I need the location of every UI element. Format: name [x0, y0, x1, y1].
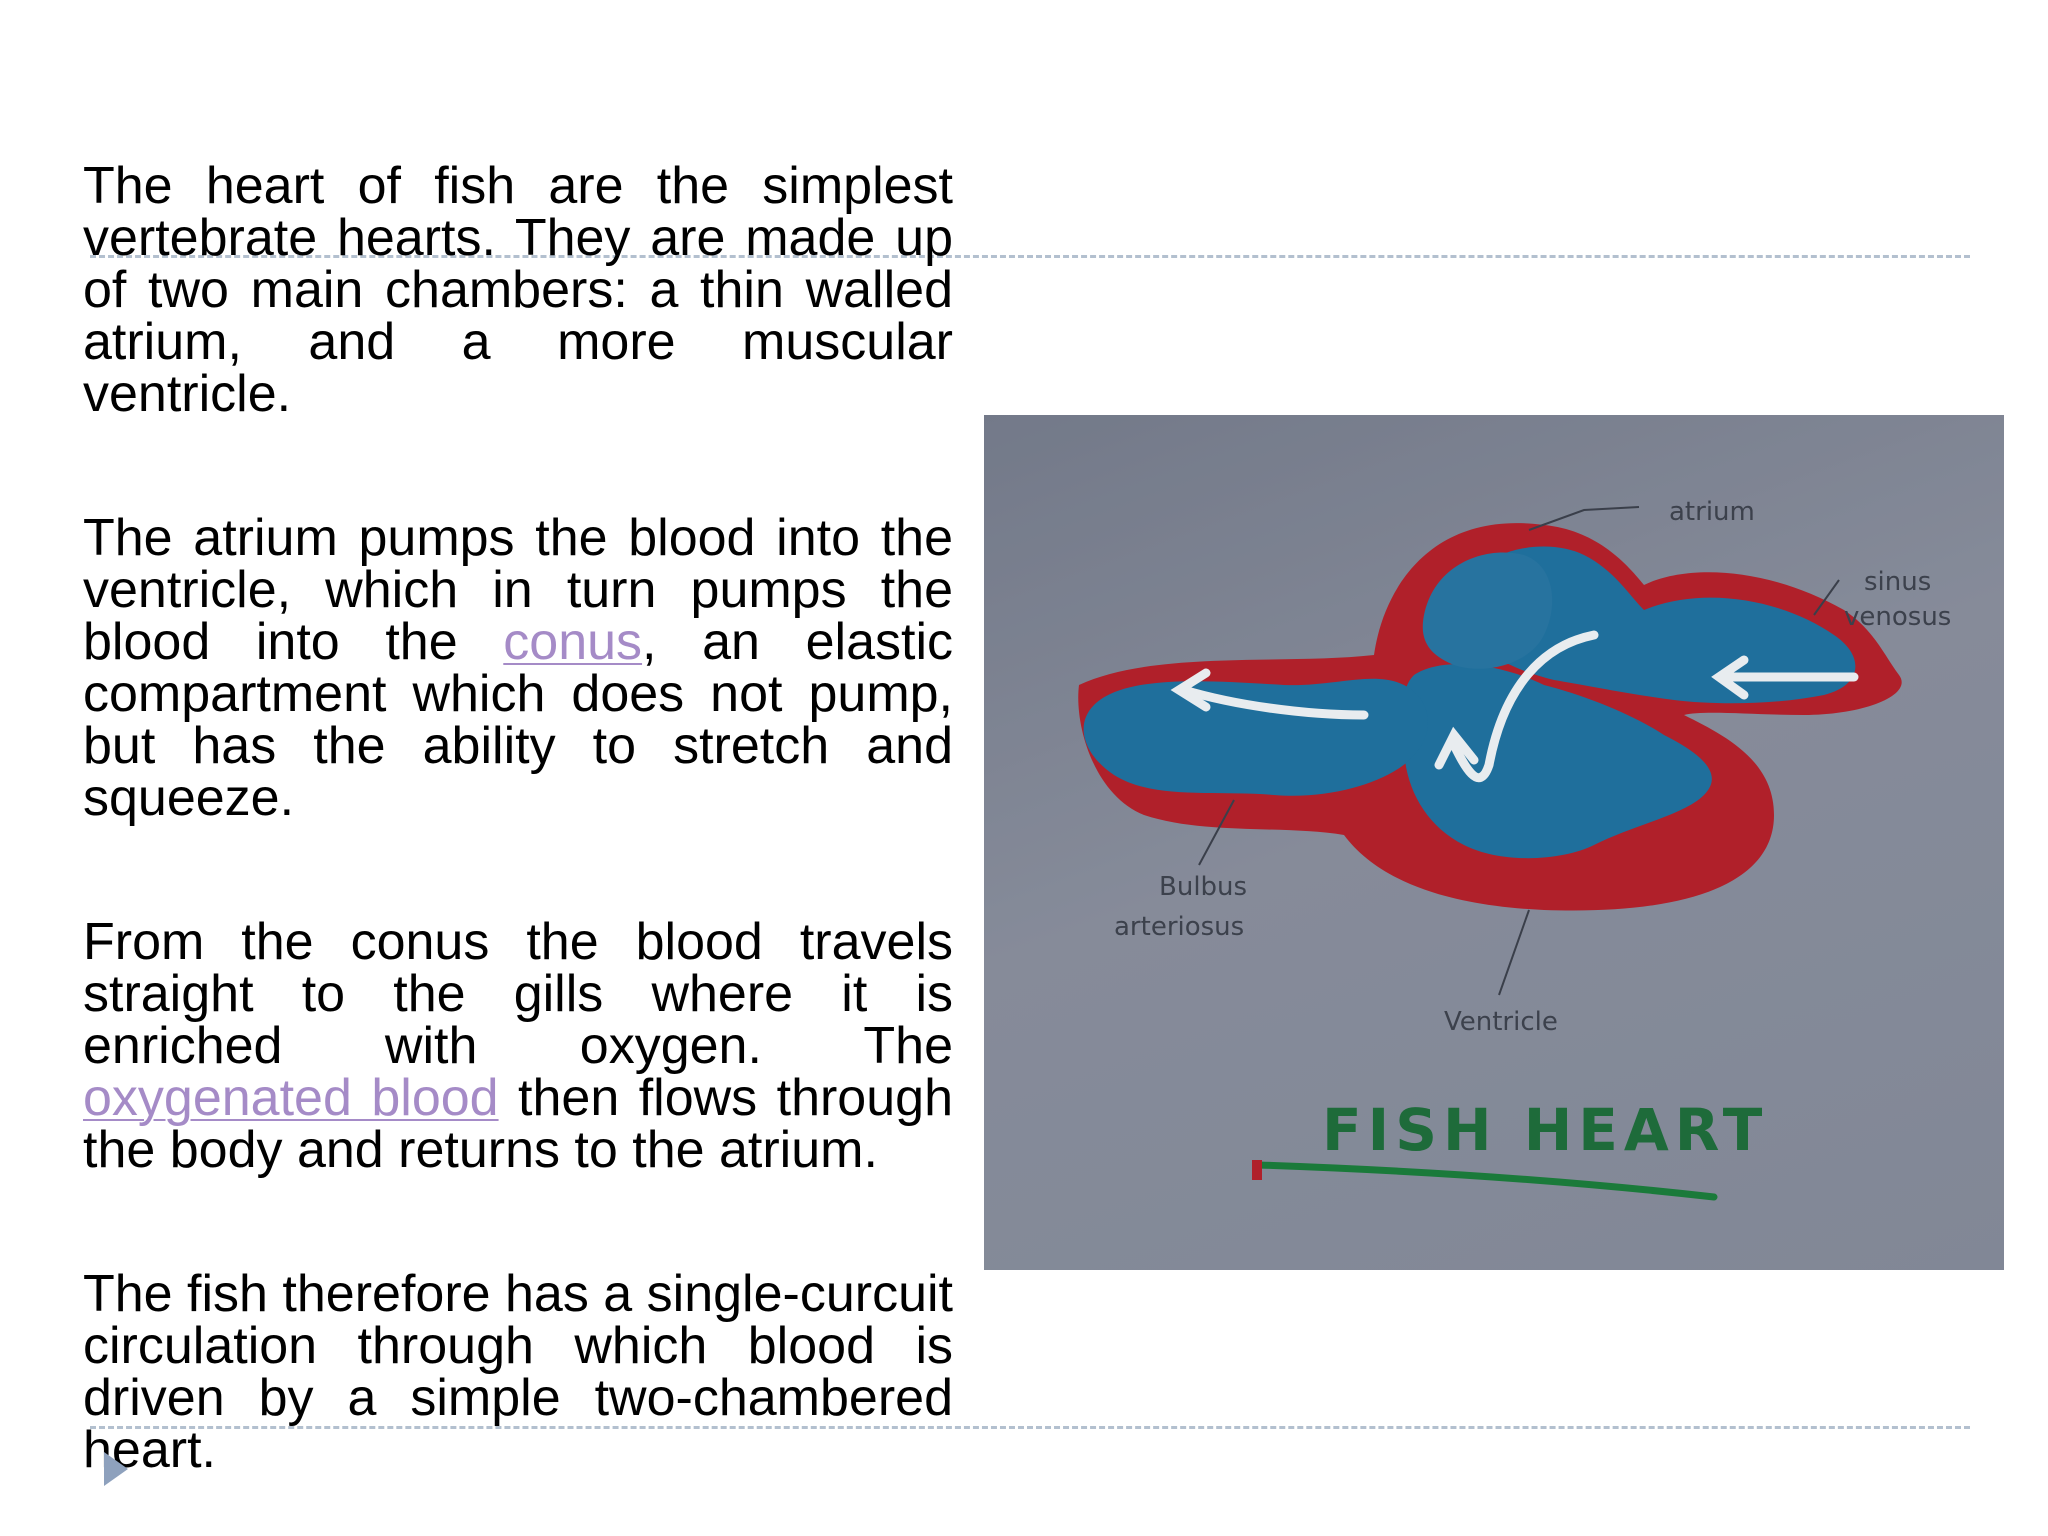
label-ventricle: Ventricle [1444, 1007, 1558, 1037]
paragraph-2-text-before: The atrium pumps the blood into the ventricle, which in turn pumps the blood into the [83, 509, 953, 671]
fish-heart-diagram [984, 415, 2004, 1270]
oxygenated-blood-link[interactable]: oxygenated blood [83, 1069, 499, 1127]
paragraph-3-text-after: then flows through the body and returns to the atrium. [83, 1069, 953, 1179]
label-sinus: sinus [1864, 567, 1932, 597]
fish-heart-photo [984, 415, 2004, 1270]
label-arteriosus: arteriosus [1114, 912, 1245, 942]
conus-link[interactable]: conus [503, 613, 643, 671]
play-triangle-icon [104, 1452, 128, 1486]
text-column [83, 157, 954, 1479]
label-atrium: atrium [1669, 497, 1755, 527]
paragraph-2 [83, 509, 954, 827]
paragraph-4 [83, 1265, 953, 1479]
paragraph-2-text-after: , an elastic compartment which does not pump, but has the ability to stretch and squeeze. [83, 613, 954, 827]
paragraph-3 [83, 913, 953, 1179]
paragraph-1 [83, 157, 953, 423]
paragraph-4-text: The fish therefore has a single-curcuit circulation through which blood is driven by a simple two-chambered heart. [83, 1265, 953, 1479]
paragraph-3-text-before: From the conus the blood travels straight to the gills where it is enriched with oxygen. The [83, 913, 953, 1075]
paragraph-1-text: The heart of fish are the simplest vertebrate hearts. They are made up of two main chambers: a thin walled atrium, and a more muscular ventricle. [83, 157, 953, 423]
label-venosus: venosus [1844, 602, 1952, 632]
diagram-title: FISH HEART [1322, 1096, 1769, 1164]
red-mark [1252, 1160, 1262, 1180]
label-bulbus: Bulbus [1159, 872, 1248, 902]
